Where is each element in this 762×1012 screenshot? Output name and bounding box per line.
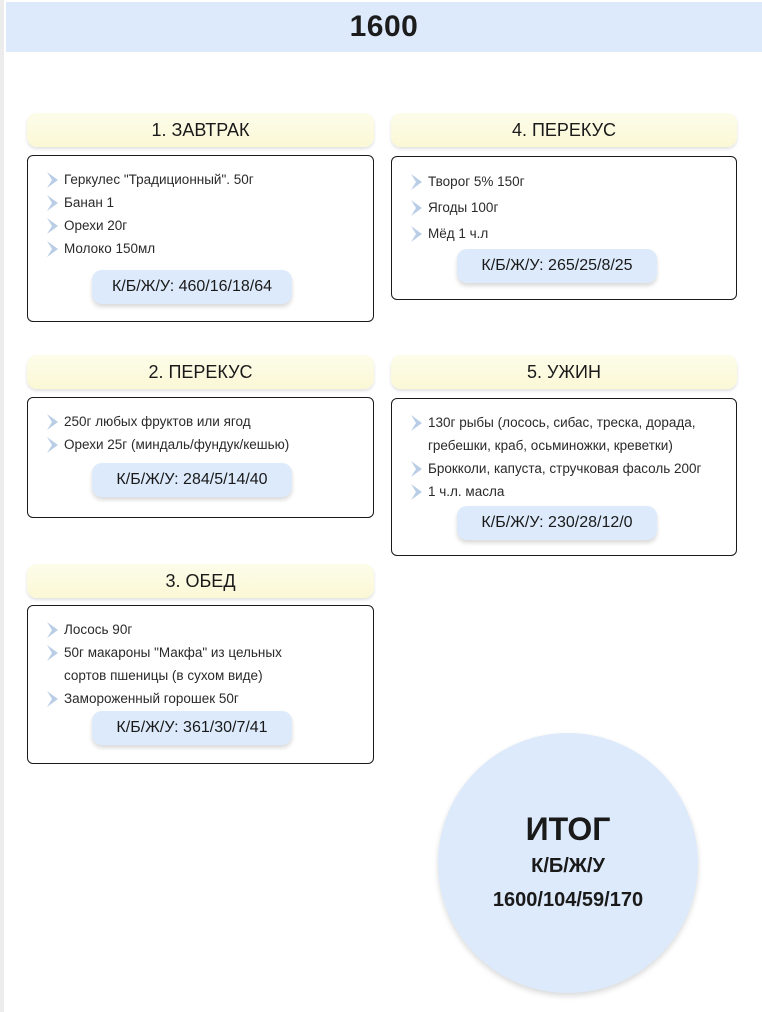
page-title (6, 2, 762, 52)
chevron-right-icon (410, 169, 428, 195)
chevron-right-icon (46, 237, 64, 260)
breakfast-title-text: 1. ЗАВТРАК (151, 119, 250, 140)
total-value: 1600/104/59/170 (492, 889, 644, 911)
dinner-title (391, 355, 737, 389)
lunch-title (27, 564, 374, 598)
list-item: Ягоды 100г (410, 195, 728, 221)
list-item: Орехи 20г (46, 214, 365, 237)
breakfast-kbzhu-badge: К/Б/Ж/У: 460/16/18/64 (92, 270, 292, 304)
list-item: 50г макароны "Макфа" из цельных сортов пшеницы (в сухом виде) (46, 641, 293, 687)
snack1-kbzhu-badge: К/Б/Ж/У: 284/5/14/40 (92, 463, 292, 497)
dinner-title-text: 5. УЖИН (526, 361, 601, 382)
list-item: Творог 5% 150г (410, 169, 728, 195)
chevron-right-icon (46, 191, 64, 214)
list-item: 250г любых фруктов или ягод (46, 410, 365, 433)
chevron-right-icon (46, 168, 64, 191)
lunch-kbzhu-badge: К/Б/Ж/У: 361/30/7/41 (92, 711, 292, 745)
chevron-right-icon (410, 221, 428, 247)
lunch-items (46, 618, 293, 710)
lunch-title-text: 3. ОБЕД (165, 570, 236, 591)
list-item: 130г рыбы (лосось, сибас, треска, дорада, гребешки, краб, осьминожки, креветки) (410, 411, 722, 457)
total-title: ИТОГ (525, 811, 611, 847)
snack1-items (46, 410, 365, 456)
chevron-right-icon (46, 687, 64, 710)
dinner-kbzhu-badge: К/Б/Ж/У: 230/28/12/0 (457, 506, 657, 540)
list-item: Мёд 1 ч.л (410, 221, 728, 247)
total-circle (438, 733, 698, 993)
chevron-right-icon (410, 195, 428, 221)
chevron-right-icon (410, 457, 428, 480)
chevron-right-icon (410, 480, 428, 503)
total-label: К/Б/Ж/У (531, 855, 605, 877)
page-edge (0, 0, 4, 1012)
snack1-card (27, 397, 374, 518)
snack2-items (410, 169, 728, 247)
breakfast-title (27, 113, 374, 147)
page-title-text: 1600 (349, 10, 419, 43)
list-item: Лосось 90г (46, 618, 293, 641)
list-item: 1 ч.л. масла (410, 480, 722, 503)
dinner-items (410, 411, 722, 503)
snack2-title-text: 4. ПЕРЕКУС (511, 119, 617, 140)
list-item: Банан 1 (46, 191, 365, 214)
snack2-kbzhu-badge: К/Б/Ж/У: 265/25/8/25 (457, 249, 657, 283)
list-item: Геркулес "Традиционный". 50г (46, 168, 365, 191)
chevron-right-icon (46, 214, 64, 237)
chevron-right-icon (46, 410, 64, 433)
snack2-title (391, 113, 737, 147)
breakfast-items (46, 168, 365, 260)
list-item: Молоко 150мл (46, 237, 365, 260)
chevron-right-icon (46, 433, 64, 456)
snack1-title-text: 2. ПЕРЕКУС (148, 361, 253, 382)
chevron-right-icon (46, 618, 64, 641)
list-item: Брокколи, капуста, стручковая фасоль 200г (410, 457, 722, 480)
list-item: Замороженный горошек 50г (46, 687, 293, 710)
chevron-right-icon (46, 641, 64, 664)
snack1-title (27, 355, 374, 389)
list-item: Орехи 25г (миндаль/фундук/кешью) (46, 433, 365, 456)
chevron-right-icon (410, 411, 428, 434)
